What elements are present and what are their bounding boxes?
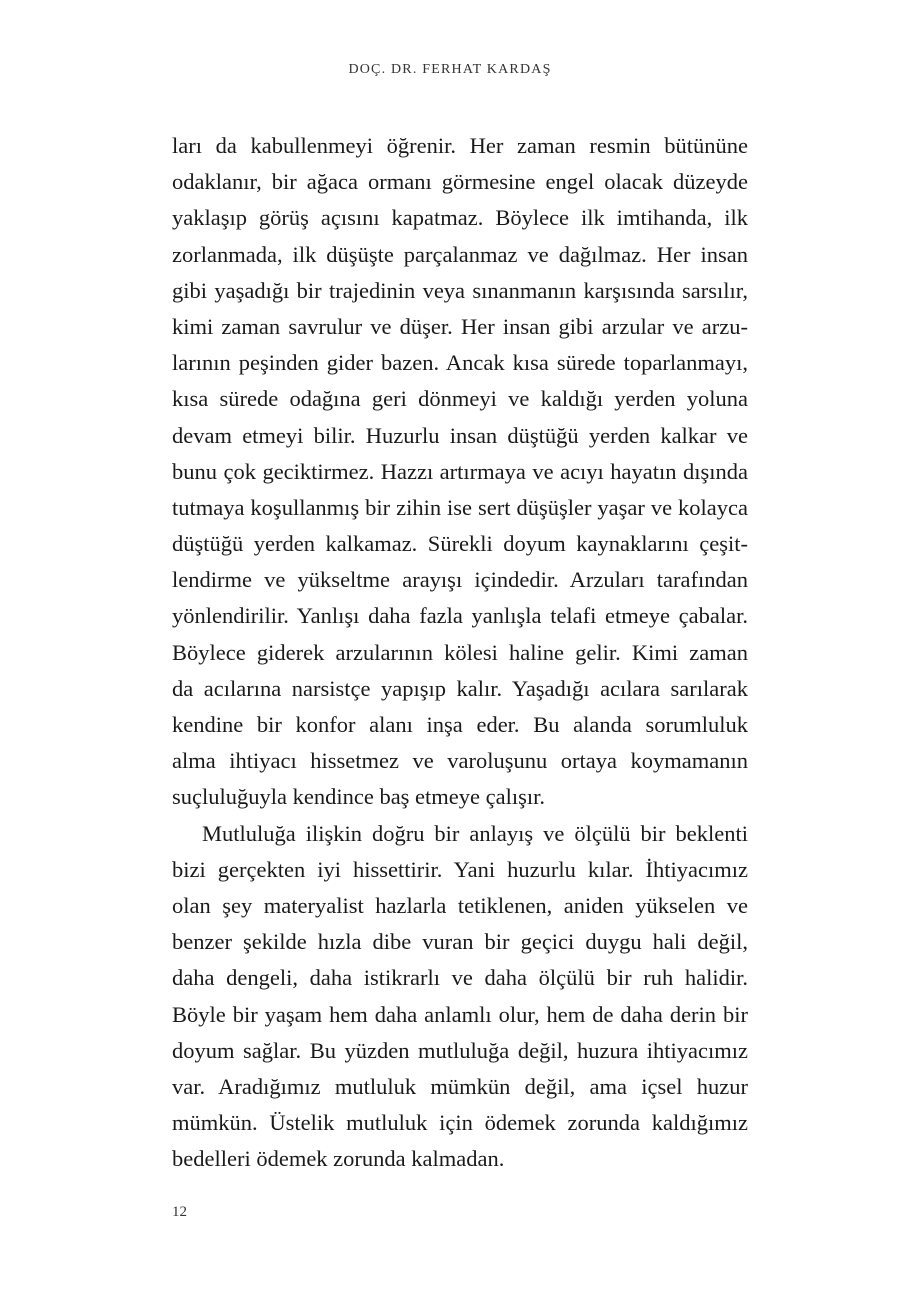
- text-line: Böyle bir yaşam hem daha anlamlı olur, hem de daha derin bir: [172, 1001, 748, 1027]
- text-line: zorlanmada, ilk düşüşte parçalanmaz ve dağılmaz. Her insan: [172, 241, 748, 267]
- text-line: yönlendirilir. Yanlışı daha fazla yanlışla telafi etmeye çabalar.: [172, 603, 748, 629]
- text-line: tutmaya koşullanmış bir zihin ise sert düşüşler yaşar ve kolayca: [172, 494, 748, 520]
- text-line: ları da kabullenmeyi öğrenir. Her zaman resmin bütününe: [172, 133, 748, 158]
- text-line: bizi gerçekten iyi hissettirir. Yani huzurlu kılar. İhtiyacımız: [172, 856, 748, 882]
- text-line: mümkün. Üstelik mutluluk için ödemek zorunda kaldığımız: [172, 1110, 748, 1136]
- text-line: alma ihtiyacı hissetmez ve varoluşunu ortaya koymamanın: [172, 748, 748, 774]
- text-line: olan şey materyalist hazlarla tetiklenen, aniden yükselen ve: [172, 892, 748, 918]
- text-line: doyum sağlar. Bu yüzden mutluluğa değil, huzura ihtiyacımız: [172, 1037, 748, 1063]
- text-line: bedelleri ödemek zorunda kalmadan.: [172, 1146, 505, 1172]
- text-line: Böylece giderek arzularının kölesi haline gelir. Kimi zaman: [172, 639, 748, 665]
- page-number: 12: [172, 1204, 187, 1220]
- text-line: suçluluğuyla kendince baş etmeye çalışır.: [172, 784, 546, 810]
- text-line: kendine bir konfor alanı inşa eder. Bu alanda sorumluluk: [172, 712, 748, 737]
- text-line: bunu çok geciktirmez. Hazzı artırmaya ve acıyı hayatın dışında: [172, 458, 748, 484]
- text-line: devam etmeyi bilir. Huzurlu insan düştüğü yerden kalkar ve: [172, 422, 748, 448]
- text-line: gibi yaşadığı bir trajedinin veya sınanmanın karşısında sarsılır,: [172, 277, 748, 303]
- text-line: var. Aradığımız mutluluk mümkün değil, ama içsel huzur: [172, 1073, 748, 1099]
- body-text: [172, 128, 748, 1177]
- text-line: odaklanır, bir ağaca ormanı görmesine engel olacak düzeyde: [172, 169, 748, 195]
- text-line: lendirme ve yükseltme arayışı içindedir. Arzuları tarafından: [172, 567, 748, 593]
- text-line: yaklaşıp görüş açısını kapatmaz. Böylece ilk imtihanda, ilk: [172, 205, 748, 231]
- paragraph-1: [172, 128, 748, 816]
- text-line: düştüğü yerden kalkamaz. Sürekli doyum kaynaklarını çeşit-: [172, 531, 748, 557]
- text-line: benzer şekilde hızla dibe vuran bir geçici duygu hali değil,: [172, 929, 748, 955]
- running-header-author: DOÇ. DR. FERHAT KARDAŞ: [348, 62, 552, 77]
- text-line: daha dengeli, daha istikrarlı ve daha ölçülü bir ruh halidir.: [172, 965, 748, 991]
- text-line: kimi zaman savrulur ve düşer. Her insan gibi arzular ve arzu-: [172, 313, 748, 339]
- text-line: Mutluluğa ilişkin doğru bir anlayış ve ölçülü bir beklenti: [202, 820, 748, 846]
- paragraph-2: [172, 816, 748, 1178]
- text-line: kısa sürede odağına geri dönmeyi ve kaldığı yerden yoluna: [172, 386, 748, 412]
- text-line: da acılarına narsistçe yapışıp kalır. Yaşadığı acılara sarılarak: [172, 675, 748, 701]
- text-line: larının peşinden gider bazen. Ancak kısa sürede toparlanmayı,: [172, 350, 748, 376]
